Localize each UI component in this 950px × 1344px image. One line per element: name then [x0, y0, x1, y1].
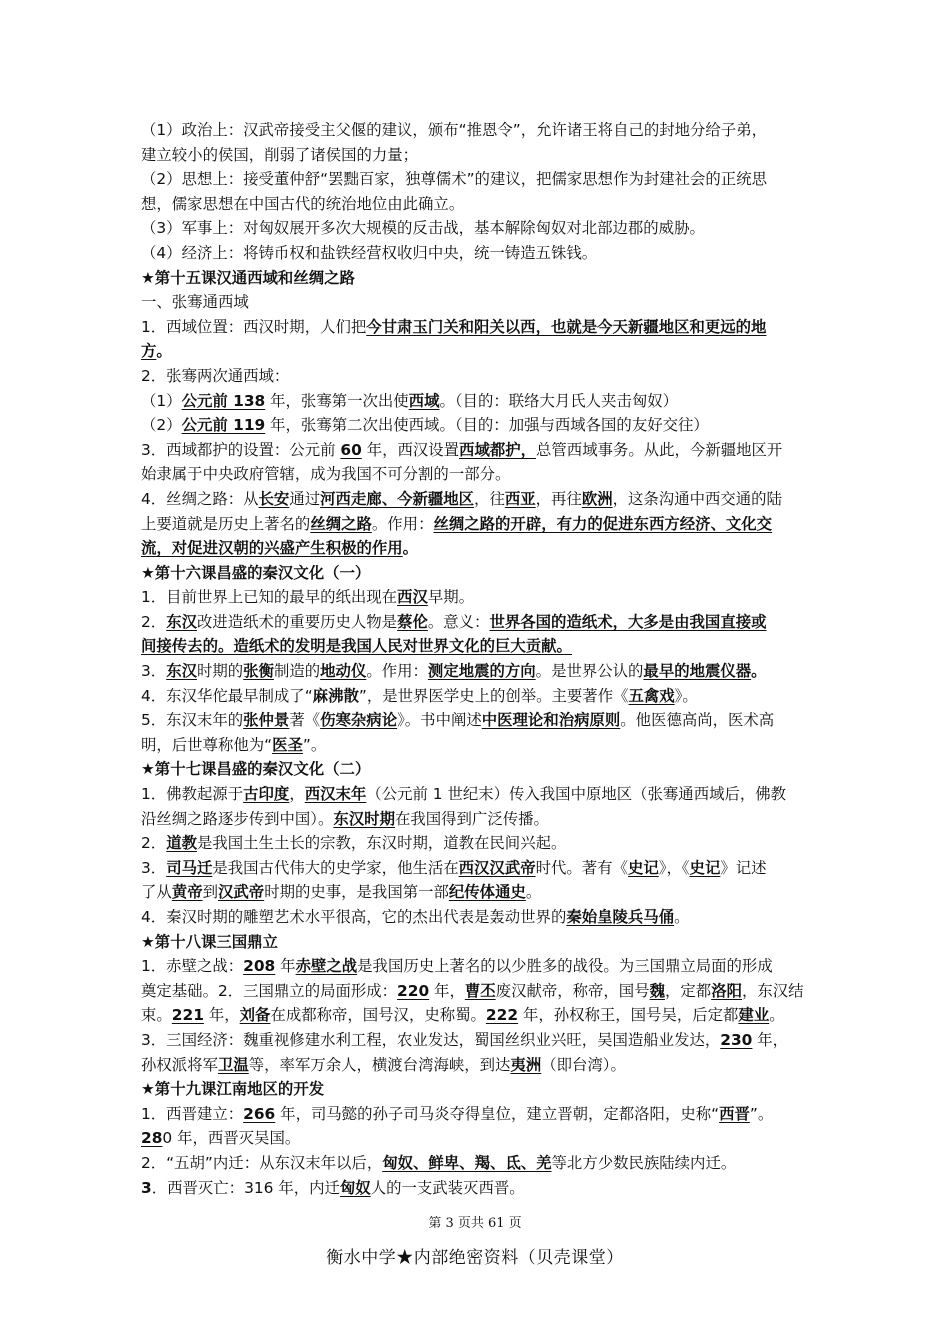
text-segment: 始隶属于中央政府管辖，成为我国不可分割的一部分。	[141, 465, 511, 484]
key-point: 今甘肃玉门关和阳关以西，也就是今天新疆地区和更远的地	[366, 317, 767, 336]
text-segment: 早期。	[427, 588, 475, 607]
bold-text: ★第十九课江南地区的开发	[141, 1080, 325, 1099]
text-segment: （1）政治上：汉武帝接受主父偃的建议，颁布“推恩令”，允许诸王将自己的封地分给子弟，	[141, 121, 767, 139]
text-segment: 1．赤壁之战：	[141, 957, 244, 976]
key-point: 史记	[689, 858, 721, 877]
section-heading	[141, 1077, 813, 1102]
text-line	[141, 856, 813, 881]
text-segment: 是我国历史上著名的以少胜多的战役。为三国鼎立局面的形成	[357, 957, 773, 976]
key-point: 西晋	[719, 1104, 750, 1123]
text-segment: （2）	[141, 416, 182, 435]
text-segment: （4）经济上：将铸币权和盐铁经营权收归中央，统一铸造五铢钱。	[141, 243, 598, 262]
text-segment: 1．西域位置：西汉时期，人们把	[141, 317, 367, 336]
key-point: 五禽戏	[628, 686, 675, 705]
text-segment: 制造的	[273, 662, 321, 681]
key-point: 间接传去的。造纸术的发明是我国人民对世界文化的巨大贡献。	[141, 637, 572, 656]
key-point: 公元前 138	[181, 391, 266, 410]
text-segment: ，	[289, 785, 305, 804]
text-segment: 改进造纸术的重要历史人物是	[196, 612, 398, 631]
text-segment: 2．	[141, 834, 167, 853]
text-segment: 年，西汉设置	[361, 440, 460, 459]
key-point: 匈奴、鲜卑、羯、氐、羌	[382, 1153, 552, 1172]
key-point: 东汉	[166, 662, 197, 681]
text-line	[141, 954, 813, 979]
section-heading	[141, 266, 813, 291]
text-line	[141, 782, 813, 807]
text-segment: 年，司马懿的孙子司马炎夺得皇位，建立晋朝，定都洛阳，史称“	[275, 1104, 720, 1123]
text-segment: ”。	[749, 1104, 774, 1123]
bold-text: ★第十五课汉通西域和丝绸之路	[141, 268, 355, 287]
text-segment: 在我国得到广泛传播。	[394, 809, 549, 828]
text-segment: 。是世界公认的	[535, 662, 644, 681]
text-segment: 年，张骞第二次出使西域。（目的：加强与西域各国的友好交往）	[265, 416, 709, 435]
text-line	[141, 1028, 813, 1053]
text-segment: 年，张骞第一次出使	[265, 391, 409, 410]
page-number: 第 3 页共 61 页	[428, 1216, 522, 1231]
text-segment: 。	[674, 908, 690, 926]
text-segment: （2）思想上：接受董仲舒“罢黜百家，独尊儒术”的建议，把儒家思想作为封建社会的正统思	[141, 170, 767, 189]
key-point: 东汉时期	[333, 809, 395, 828]
key-point: 张仲景	[243, 711, 290, 730]
text-line	[141, 389, 813, 414]
text-segment: 。作用：	[366, 662, 428, 681]
text-line	[141, 241, 813, 266]
text-line	[141, 659, 813, 684]
text-segment: 著《	[289, 711, 321, 730]
text-line	[141, 733, 813, 758]
text-segment: 》。书中阐述	[397, 711, 482, 730]
text-segment: 了从	[141, 883, 172, 902]
text-segment: （即台湾）。	[541, 1055, 626, 1074]
key-point: 西汉汉武帝	[458, 858, 536, 877]
key-point: 古印度	[243, 785, 290, 804]
key-point: 魏	[649, 981, 665, 1000]
key-point: 中医理论和治病原则	[481, 711, 621, 730]
text-segment: 建立较小的侯国，削弱了诸侯国的力量；	[141, 145, 419, 164]
text-segment: 》，《	[658, 858, 690, 877]
key-point: 蔡伦	[397, 612, 428, 631]
key-point: 纪传体通史	[448, 883, 526, 902]
bold-text: 麻沸散	[312, 686, 359, 705]
text-segment: 时代。著有《	[535, 858, 628, 877]
key-point: 西汉	[397, 588, 428, 607]
key-point: 西域	[408, 391, 440, 410]
text-segment: 奠定基础。2．三国鼎立的局面形成：	[141, 981, 398, 1000]
key-point: 欧洲	[581, 489, 613, 508]
text-segment: 等北方少数民族陆续内迁。	[551, 1153, 737, 1172]
text-segment: ，东汉结	[741, 981, 804, 1000]
text-segment: 。他医德高尚，医术高	[620, 711, 775, 730]
text-segment: 4．丝绸之路：从	[141, 489, 259, 508]
key-point: 221	[171, 1006, 204, 1025]
text-segment: 明，后世尊称他为“	[141, 735, 273, 754]
text-line	[141, 1176, 813, 1201]
key-point: 张衡	[243, 662, 274, 681]
key-point: 208	[243, 957, 276, 976]
text-line	[141, 585, 813, 610]
bold-text: ★第十八课三国鼎立	[141, 932, 278, 951]
text-segment: ”，是世界医学史上的创举。主要著作《	[358, 686, 629, 705]
key-point: 司马迁	[166, 858, 213, 877]
text-segment: 时期的	[196, 662, 244, 681]
text-line	[141, 462, 813, 487]
text-segment: 。	[525, 883, 542, 902]
text-line	[141, 979, 813, 1004]
text-segment: （公元前 1 世纪末）传入我国中原地区（张骞通西域后，佛教	[366, 785, 787, 804]
text-segment: 1．佛教起源于	[141, 785, 244, 804]
text-line	[141, 1151, 813, 1176]
document-body	[141, 118, 813, 1200]
text-segment: 在成都称帝，国号汉，史称蜀。	[270, 1006, 486, 1025]
key-point: 测定地震的方向	[427, 662, 536, 681]
text-segment: 3．	[141, 858, 167, 877]
key-point: 220	[397, 981, 430, 1000]
text-segment: 通过	[289, 489, 321, 508]
key-point: 28	[141, 1129, 163, 1148]
key-point: 秦始皇陵兵马俑	[566, 908, 675, 926]
text-segment: 1．西晋建立：	[141, 1104, 244, 1123]
text-segment: 是我国土生土长的宗教，东汉时期，道教在民间兴起。	[196, 834, 567, 853]
text-segment: 沿丝绸之路逐步传到中国）。	[141, 809, 334, 828]
key-point: 230	[720, 1030, 753, 1049]
key-point: 方	[141, 342, 157, 361]
bold-text: 。	[402, 539, 419, 558]
key-point: 长安	[258, 489, 290, 508]
text-segment: ，再往	[535, 489, 582, 508]
key-point: 匈奴	[339, 1178, 371, 1197]
text-segment: 。作用：	[371, 514, 434, 533]
text-segment: 。（目的：联络大月氏人夹击匈奴）	[439, 391, 679, 410]
bold-text: 。	[751, 662, 767, 681]
text-segment: 孙权派将军	[141, 1055, 218, 1074]
text-segment: 一、张骞通西域	[141, 293, 249, 312]
text-line	[141, 315, 813, 340]
key-point: 道教	[166, 834, 197, 853]
text-segment: 2．张骞两次通西域：	[141, 366, 290, 385]
text-segment: 总管西域事务。从此，今新疆地区开	[536, 440, 783, 459]
key-point: 地动仪	[320, 662, 367, 681]
text-line	[141, 487, 813, 512]
key-point: 266	[243, 1104, 276, 1123]
key-point: 河西走廊、今新疆地区	[320, 489, 475, 508]
key-point: 流，对促进汉朝的兴盛产生积极的作用	[141, 539, 403, 558]
text-segment: 1．目前世界上已知的最早的纸出现在	[141, 588, 398, 607]
key-point: 世界各国的造纸术，大多是由我国直接或	[489, 612, 767, 631]
text-segment: 3．三国经济：魏重视修建水利工程，农业发达，蜀国丝织业兴旺，吴国造船业发达，	[141, 1030, 721, 1049]
text-segment: 想，儒家思想在中国古代的统治地位由此确立。	[141, 194, 465, 213]
text-segment: ，往	[474, 489, 505, 508]
key-point: 西域都护，	[459, 440, 537, 459]
key-point: 史记	[627, 858, 659, 877]
key-point: 建业	[738, 1006, 770, 1025]
text-line	[141, 1126, 813, 1151]
key-point: 丝绸之路	[310, 514, 372, 533]
section-heading	[141, 561, 813, 586]
text-line	[141, 807, 813, 832]
key-point: 伤寒杂病论	[320, 711, 398, 730]
text-segment: 3．西域都护的设置：公元前	[141, 440, 341, 459]
text-segment: 年，	[752, 1030, 789, 1049]
section-heading	[141, 930, 813, 955]
text-segment: 3．	[141, 662, 167, 681]
key-point: 卫温	[217, 1055, 249, 1074]
key-point: 西亚	[504, 489, 536, 508]
text-line	[141, 536, 813, 561]
text-line	[141, 118, 813, 143]
text-segment: ．西晋灭亡：316 年，内迁	[151, 1178, 340, 1197]
text-segment: 年	[275, 957, 296, 976]
key-point: 夷洲	[510, 1055, 542, 1074]
key-point: 刘备	[239, 1006, 271, 1025]
text-line	[141, 192, 813, 217]
key-point: 60	[340, 440, 362, 459]
text-segment: 》。	[674, 686, 698, 705]
text-line	[141, 512, 813, 537]
text-line	[141, 708, 813, 733]
footer-watermark: 衡水中学★内部绝密资料（贝壳课堂）	[326, 1248, 624, 1268]
text-line	[141, 831, 813, 856]
key-point: 公元前 119	[181, 416, 266, 435]
text-segment: 0 年，西晋灭吴国。	[162, 1129, 301, 1148]
text-segment: 废汉献帝，称帝，国号	[495, 981, 650, 1000]
text-segment: ”。	[302, 735, 327, 754]
text-line	[141, 413, 813, 438]
key-point: 222	[485, 1006, 519, 1025]
text-segment: 5．东汉末年的	[141, 711, 244, 730]
key-point: 赤壁之战	[295, 957, 358, 976]
text-line	[141, 290, 813, 315]
text-segment: 上要道就是历史上著名的	[141, 514, 311, 533]
text-segment: 2．“五胡”内迁：从东汉末年以后，	[141, 1153, 383, 1172]
text-segment: 4．秦汉时期的雕塑艺术水平很高，它的杰出代表是轰动世界的	[141, 908, 567, 926]
text-segment: 》记述	[720, 858, 767, 877]
bold-text: 。	[156, 342, 172, 361]
text-line	[141, 143, 813, 168]
text-segment: 人的一支武装灭西晋。	[370, 1178, 525, 1197]
section-heading	[141, 757, 813, 782]
text-segment: 到	[202, 883, 218, 902]
text-segment: 。	[769, 1006, 785, 1025]
text-segment: 年，	[203, 1006, 240, 1025]
text-segment: 。意义：	[427, 612, 490, 631]
text-segment: 是我国古代伟大的史学家，他生活在	[212, 858, 459, 877]
key-point: 东汉	[166, 612, 197, 631]
text-line	[141, 634, 813, 659]
key-point: 洛阳	[711, 981, 742, 1000]
text-segment: 年，	[429, 981, 465, 1000]
key-point: 最早的地震仪器	[643, 662, 752, 681]
text-line	[141, 438, 813, 463]
key-point: 曹丕	[464, 981, 496, 1000]
text-segment: 时期的史事，是我国第一部	[264, 883, 449, 902]
text-line	[141, 880, 813, 905]
key-point: 西汉末年	[304, 785, 367, 804]
key-point: 丝绸之路的开辟，有力的促进东西方经济、文化交	[433, 514, 773, 533]
text-line	[141, 1102, 813, 1127]
key-point: 汉武帝	[218, 883, 265, 902]
text-segment: 年，孙权称王，国号吴，后定都	[518, 1006, 739, 1025]
text-segment: 束。	[141, 1006, 172, 1025]
bold-text: ★第十六课昌盛的秦汉文化（一）	[141, 563, 371, 582]
text-segment: 4．东汉华佗最早制成了“	[141, 686, 313, 705]
text-line	[141, 1053, 813, 1078]
text-line	[141, 167, 813, 192]
bold-text: ★第十七课昌盛的秦汉文化（二）	[141, 760, 371, 779]
text-line	[141, 339, 813, 364]
text-line	[141, 610, 813, 635]
bold-text: 3	[141, 1178, 152, 1197]
text-segment: ，定都	[665, 981, 712, 1000]
text-segment: （3）军事上：对匈奴展开多次大规模的反击战，基本解除匈奴对北部边郡的威胁。	[141, 219, 705, 238]
text-line	[141, 1003, 813, 1028]
text-segment: 等，率军万余人，横渡台湾海峡，到达	[248, 1055, 511, 1074]
text-segment: ，这条沟通中西交通的陆	[612, 489, 782, 508]
text-line	[141, 905, 813, 930]
key-point: 黄帝	[171, 883, 203, 902]
text-segment: 2．	[141, 612, 167, 631]
text-line	[141, 364, 813, 389]
text-segment: （1）	[141, 391, 182, 410]
text-line	[141, 684, 813, 709]
key-point: 医圣	[272, 735, 303, 754]
text-line	[141, 216, 813, 241]
